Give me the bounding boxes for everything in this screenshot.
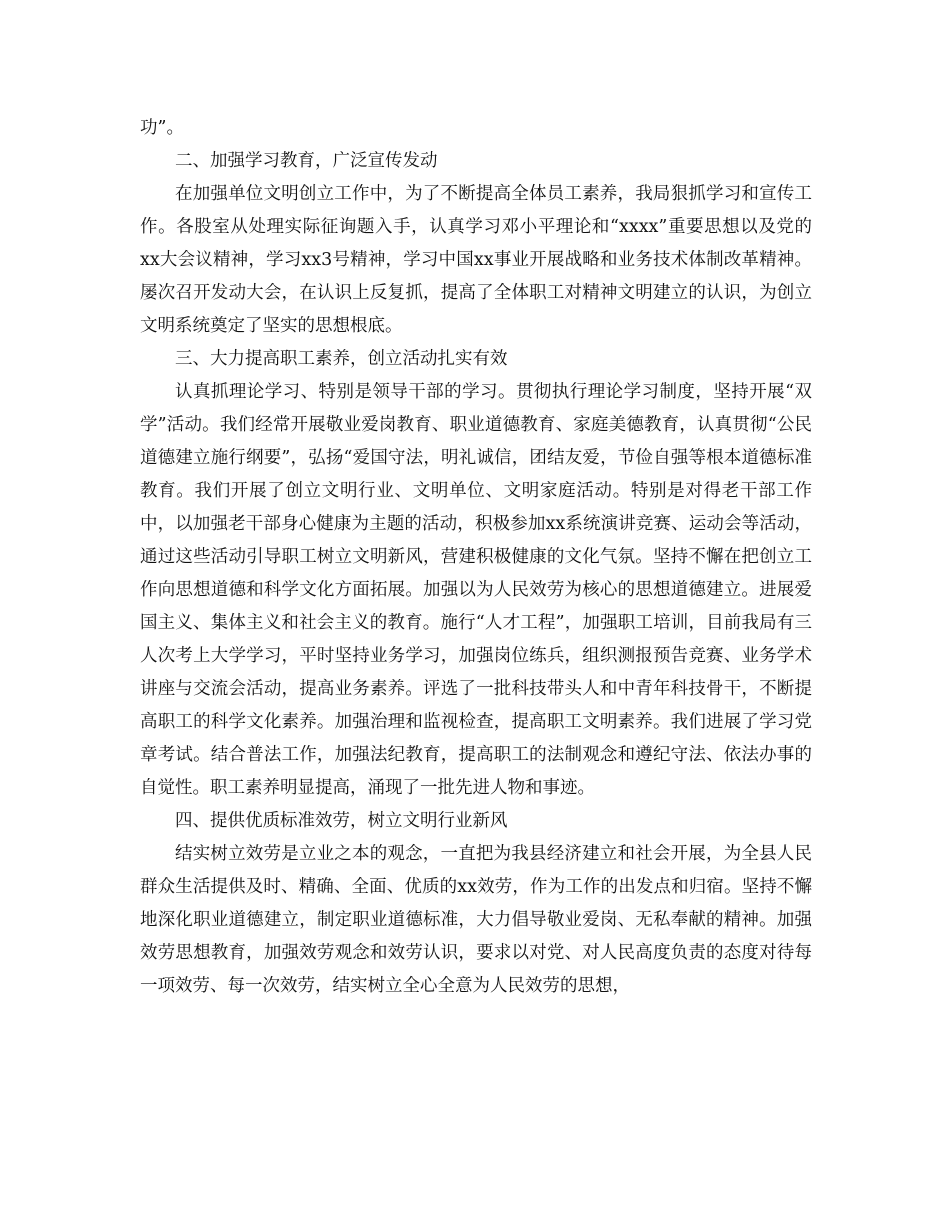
document-page — [140, 112, 812, 1003]
body-paragraph: 在加强单位文明创立工作中，为了不断提高全体员工素养，我局狠抓学习和宣传工作。各股室从处理实际征询题入手，认真学习邓小平理论和“xxxx”重要思想以及党的xx大会议精神，学习xx3号精神，学习中国xx事业开展战略和业务技术体制改革精神。屡次召开发动大会，在认识上反复抓，提高了全体职工对精神文明建立的认识，为创立文明系统奠定了坚实的思想根底。 — [140, 184, 812, 336]
body-paragraph: 结实树立效劳是立业之本的观念，一直把为我县经济建立和社会开展，为全县人民群众生活提供及时、精确、全面、优质的xx效劳，作为工作的出发点和归宿。坚持不懈地深化职业道德建立，制定职业道德标准，大力倡导敬业爱岗、无私奉献的精神。加强效劳思想教育，加强效劳观念和效劳认识，要求以对党、对人民高度负责的态度对待每一项效劳、每一次效劳，结实树立全心全意为人民效劳的思想， — [140, 844, 812, 996]
continuation-text: 功”。 — [140, 118, 184, 138]
section-heading-2: 二、加强学习教育，广泛宣传发动 — [175, 151, 438, 171]
section-heading-3: 三、大力提高职工素养，创立活动扎实有效 — [175, 349, 508, 369]
body-paragraph: 认真抓理论学习、特别是领导干部的学习。贯彻执行理论学习制度，坚持开展“双学”活动。我们经常开展敬业爱岗教育、职业道德教育、家庭美德教育，认真贯彻“公民道德建立施行纲要”，弘扬“爱国守法，明礼诚信，团结友爱，节俭自强等根本道德标准教育。我们开展了创立文明行业、文明单位、文明家庭活动。特别是对得老干部工作中，以加强老干部身心健康为主题的活动，积极参加xx系统演讲竞赛、运动会等活动，通过这些活动引导职工树立文明新风，营建积极健康的文化气氛。坚持不懈在把创立工作向思想道德和科学文化方面拓展。加强以为人民效劳为核心的思想道德建立。进展爱国主义、集体主义和社会主义的教育。施行“人才工程”，加强职工培训，目前我局有三人次考上大学学习，平时坚持业务学习，加强岗位练兵，组织测报预告竞赛、业务学术讲座与交流会活动，提高业务素养。评选了一批科技带头人和中青年科技骨干，不断提高职工的科学文化素养。加强治理和监视检查，提高职工文明素养。我们进展了学习党章考试。结合普法工作，加强法纪教育，提高职工的法制观念和遵纪守法、依法办事的自觉性。职工素养明显提高，涌现了一批先进人物和事迹。 — [140, 382, 812, 798]
section-heading-4: 四、提供优质标准效劳，树立文明行业新风 — [175, 811, 508, 831]
